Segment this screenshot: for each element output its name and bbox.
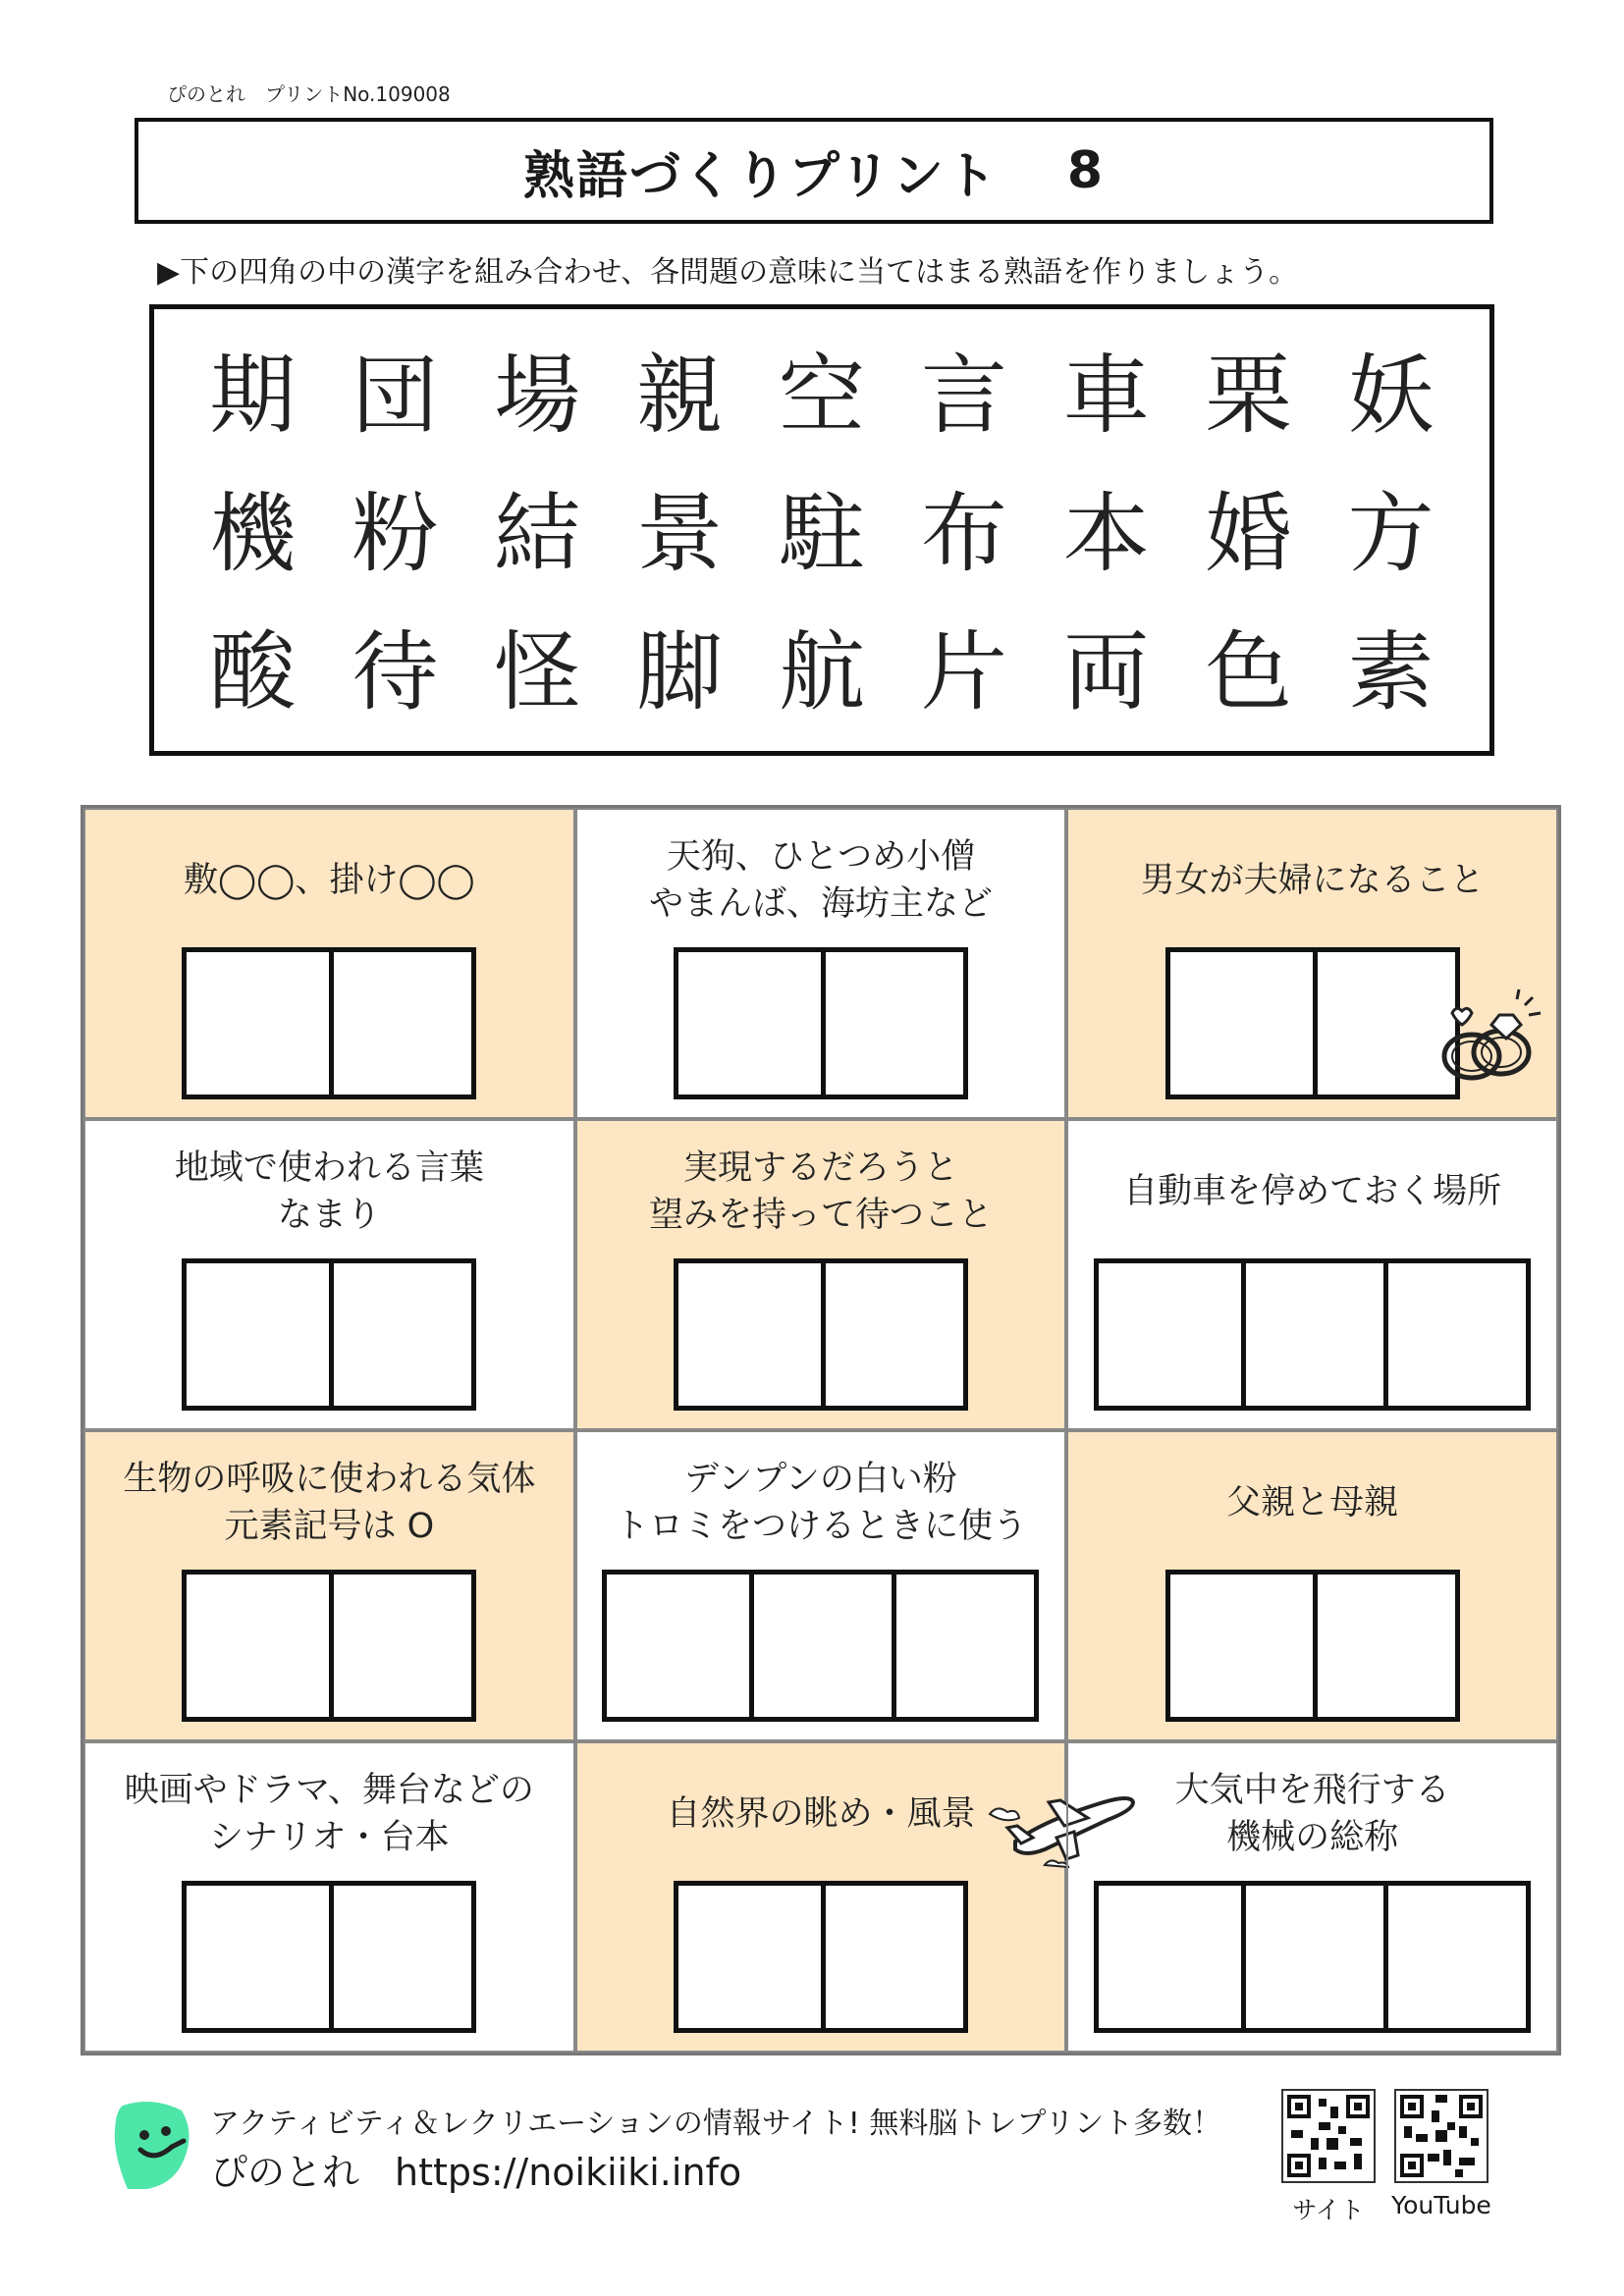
answer-boxes [182, 1258, 476, 1411]
answer-boxes [674, 1881, 968, 2033]
kanji-panel [149, 304, 1494, 756]
clue-line: やまんば、海坊主など [648, 884, 993, 924]
question-clue [1123, 1145, 1501, 1239]
kanji-char: 期 [209, 344, 297, 446]
answer-square[interactable] [1383, 1263, 1526, 1406]
kanji-char: 布 [920, 482, 1007, 584]
answer-square[interactable] [329, 1886, 471, 2028]
footer-brand-line [210, 2142, 741, 2196]
question-clue [666, 1767, 975, 1861]
answer-square[interactable] [1170, 1575, 1313, 1717]
question-clue [1175, 1767, 1450, 1861]
kanji-char: 場 [494, 344, 581, 446]
clue-line: シナリオ・台本 [208, 1818, 450, 1857]
question-clue [1141, 833, 1485, 928]
print-id: ぴのとれ プリントNo.109008 [167, 82, 451, 106]
kanji-char: 結 [494, 482, 581, 584]
answer-square[interactable] [329, 1575, 471, 1717]
clue-line: 父親と母親 [1226, 1483, 1399, 1522]
clue-line: 生物の呼吸に使われる気体 [123, 1460, 536, 1499]
clue-line: 地域で使われる言葉 [174, 1148, 484, 1188]
question-clue [175, 1145, 484, 1239]
footer-brand: ぴのとれ [210, 2151, 360, 2194]
answer-square[interactable] [187, 1263, 329, 1406]
kanji-char: 景 [636, 482, 724, 584]
answer-square[interactable] [1170, 952, 1313, 1095]
question-cell [83, 1741, 575, 2053]
question-cell [83, 808, 575, 1119]
question-cell [575, 1430, 1067, 1741]
answer-boxes [674, 947, 968, 1099]
answer-square[interactable] [678, 952, 821, 1095]
answer-square[interactable] [187, 1575, 329, 1717]
kanji-char: 空 [778, 344, 865, 446]
clue-line: 自動車を停めておく場所 [1123, 1172, 1502, 1211]
clue-line: 望みを持って待つこと [648, 1196, 993, 1235]
answer-square[interactable] [821, 1886, 963, 2028]
answer-boxes [1094, 1258, 1531, 1411]
clue-line: 男女が夫婦になること [1140, 861, 1485, 900]
instruction-text: ▶下の四角の中の漢字を組み合わせ、各問題の意味に当てはまる熟語を作りましょう。 [157, 255, 1299, 290]
answer-square[interactable] [1099, 1886, 1241, 2028]
answer-square[interactable] [607, 1575, 749, 1717]
answer-square[interactable] [187, 1886, 329, 2028]
answer-boxes [182, 1570, 476, 1722]
kanji-char: 素 [1347, 621, 1435, 723]
qr-site-label: サイト [1292, 2196, 1365, 2224]
clue-line: デンプンの白い粉 [684, 1460, 957, 1499]
question-clue [649, 833, 993, 928]
answer-boxes [674, 1258, 968, 1411]
answer-square[interactable] [329, 952, 471, 1095]
clue-line: トロミをつけるときに使う [614, 1507, 1027, 1546]
clue-line: 映画やドラマ、舞台などの [124, 1771, 534, 1810]
kanji-char: 待 [352, 621, 439, 723]
kanji-char: 機 [209, 482, 297, 584]
answer-square[interactable] [1313, 1575, 1455, 1717]
kanji-char: 両 [1062, 621, 1150, 723]
answer-square[interactable] [749, 1575, 892, 1717]
question-grid [81, 805, 1561, 2056]
answer-square[interactable] [1241, 1886, 1383, 2028]
kanji-char: 怪 [494, 621, 581, 723]
clue-line: 機械の総称 [1226, 1818, 1399, 1857]
question-clue [1226, 1456, 1398, 1550]
pinotore-logo-icon [103, 2096, 201, 2194]
answer-boxes [1165, 947, 1460, 1099]
kanji-char: 本 [1062, 482, 1150, 584]
footer-url[interactable]: https://noikiiki.info [395, 2151, 742, 2194]
page-title [135, 118, 1493, 224]
question-cell [1066, 1741, 1558, 2053]
clue-line: 敷◯◯、掛け◯◯ [183, 861, 475, 900]
kanji-char: 粉 [352, 482, 439, 584]
qr-youtube-label: YouTube [1391, 2191, 1491, 2219]
title-text: 熟語づくりプリント [522, 146, 999, 206]
answer-boxes [182, 947, 476, 1099]
kanji-char: 親 [636, 344, 724, 446]
kanji-char: 片 [920, 621, 1007, 723]
question-cell [83, 1430, 575, 1741]
qr-code-youtube-icon[interactable] [1394, 2089, 1489, 2183]
qr-code-site-icon[interactable] [1281, 2089, 1376, 2183]
question-cell [575, 808, 1067, 1119]
question-cell [1066, 1119, 1558, 1430]
clue-line: 天狗、ひとつめ小僧 [666, 837, 976, 877]
kanji-char: 色 [1205, 621, 1292, 723]
wedding-rings-icon [1431, 986, 1548, 1097]
question-clue [123, 1456, 535, 1550]
kanji-char: 団 [352, 344, 439, 446]
clue-line: 実現するだろうと [682, 1148, 958, 1188]
question-cell [575, 1741, 1067, 2053]
answer-square[interactable] [187, 952, 329, 1095]
question-cell [575, 1119, 1067, 1430]
answer-square[interactable] [1383, 1886, 1526, 2028]
answer-boxes [1165, 1570, 1460, 1722]
answer-boxes [602, 1570, 1039, 1722]
kanji-char: 栗 [1205, 344, 1292, 446]
kanji-char: 婚 [1205, 482, 1292, 584]
question-cell [1066, 808, 1558, 1119]
question-cell [1066, 1430, 1558, 1741]
answer-square[interactable] [892, 1575, 1034, 1717]
answer-square[interactable] [678, 1886, 821, 2028]
answer-square[interactable] [1099, 1263, 1241, 1406]
question-clue [615, 1456, 1027, 1550]
answer-square[interactable] [1241, 1263, 1383, 1406]
clue-line: なまり [277, 1196, 381, 1235]
answer-square[interactable] [821, 952, 963, 1095]
kanji-char: 方 [1347, 482, 1435, 584]
kanji-char: 航 [778, 621, 865, 723]
kanji-char: 車 [1062, 344, 1150, 446]
clue-line: 大気中を飛行する [1174, 1771, 1450, 1810]
question-cell [83, 1119, 575, 1430]
footer-tagline: アクティビティ＆レクリエーションの情報サイト! 無料脳トレプリント多数！ [210, 2107, 1222, 2141]
question-clue [649, 1145, 993, 1239]
kanji-char: 妖 [1347, 344, 1435, 446]
clue-line: 元素記号は O [224, 1507, 435, 1546]
kanji-char: 駐 [778, 482, 865, 584]
answer-square[interactable] [329, 1263, 471, 1406]
question-clue [184, 833, 475, 928]
kanji-char: 酸 [209, 621, 297, 723]
clue-line: 自然界の眺め・風景 [666, 1794, 976, 1834]
answer-boxes [182, 1881, 476, 2033]
kanji-char: 言 [920, 344, 1007, 446]
title-number: 8 [1066, 141, 1106, 200]
answer-boxes [1094, 1881, 1531, 2033]
question-clue [125, 1767, 534, 1861]
kanji-char: 脚 [636, 621, 724, 723]
answer-square[interactable] [821, 1263, 963, 1406]
answer-square[interactable] [678, 1263, 821, 1406]
